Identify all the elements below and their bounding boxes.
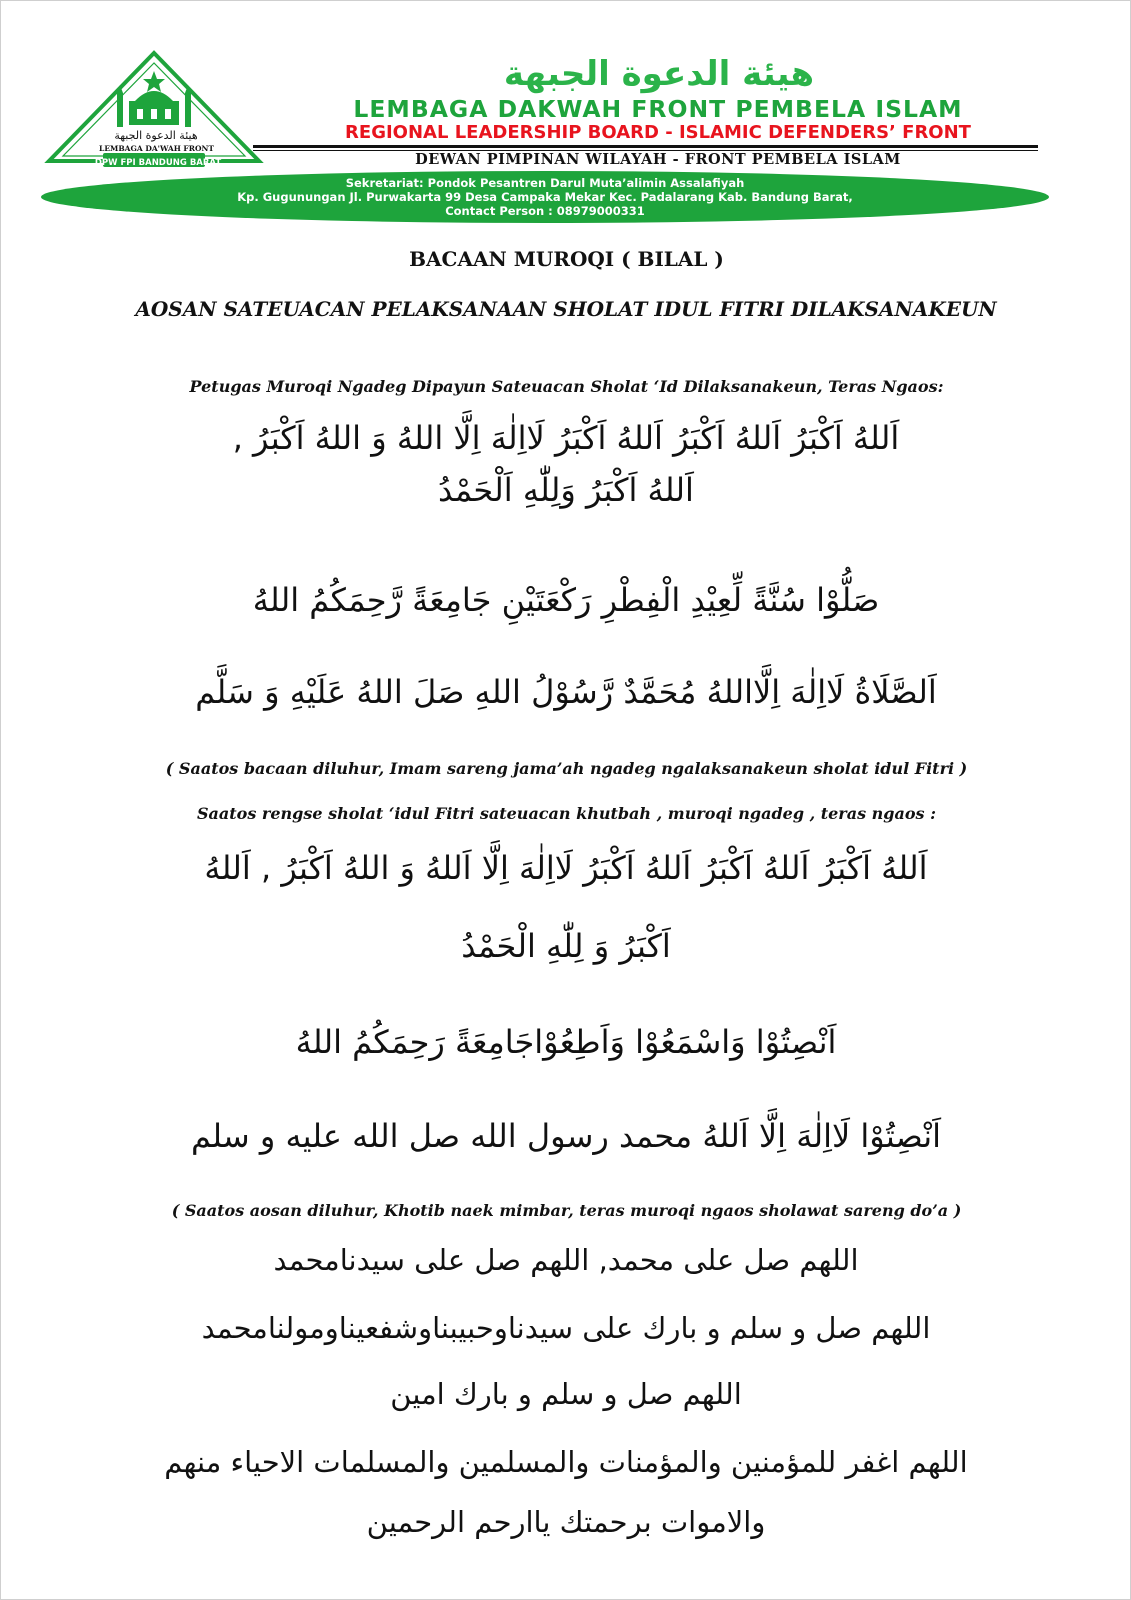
sholawat-2: اللهم صل و سلم و بارك على سيدناوحبيبناوشفعيناومولنامحمد [201,1311,931,1345]
logo-arabic-name: هيئة الدعوة الجبهة [114,129,198,142]
header-rule [253,145,1038,148]
document-title: BACAAN MUROQI ( BILAL ) [409,247,724,271]
doa-line-1: اللهم اغفر للمؤمنين والمؤمنات والمسلمين والمسلمات الاحياء منهم [164,1445,968,1479]
logo-dpw-label: DPW FPI BANDUNG BARAT [94,158,222,168]
document-subtitle: AOSAN SATEUACAN PELAKSANAAN SHOLAT IDUL FITRI DILAKSANAKEUN [135,297,997,321]
takbir-2-line-1: اَللهُ اَكْبَرُ اَللهُ اَكْبَرُ اَللهُ اَكْبَرُ لَااِلٰهَ اِلَّا اَللهُ وَ اللهُ اَكْبَرُ , اَللهُ [204,849,928,887]
doa-line-2: والاموات برحمتك ياارحم الرحمين [366,1505,766,1539]
note-1: ( Saatos bacaan diluhur, Imam sareng jama’ah ngadeg ngalaksanakeun sholat idul Fitri ) [165,759,968,778]
takbir-1-line-2: اَللهُ اَكْبَرُ وَلِلّٰهِ اَلْحَمْدُ [438,471,694,509]
shahada-1: اَلصَّلَاةُ لَااِلٰهَ اِلَّااللهُ مُحَمَّدٌ رَّسُوْلُ اللهِ صَلَ اللهُ عَلَيْهِ وَ سَلَّم [195,673,937,711]
org-title: LEMBAGA DAKWAH FRONT PEMBELA ISLAM [353,95,963,123]
instruction-1: Petugas Muroqi Ngadeg Dipayun Sateuacan Sholat ‘Id Dilaksanakeun, Teras Ngaos: [189,377,944,396]
contact-text: Contact Person : 08979000331 [445,204,645,218]
note-2: ( Saatos aosan diluhur, Khotib naek mimbar, teras muroqi ngaos sholawat sareng do’a ) [171,1201,962,1220]
takbir-1-line-1: اَللهُ اَكْبَرُ اَللهُ اَكْبَرُ اَللهُ اَكْبَرُ لَااِلٰهَ اِلَّا اللهُ وَ اللهُ اَكْبَرُ , [232,419,900,457]
letterhead [1,1,1131,231]
org-dewan: DEWAN PIMPINAN WILAYAH - FRONT PEMBELA ISLAM [415,151,901,168]
logo-org-name: LEMBAGA DA'WAH FRONT [99,144,214,153]
sholawat-1: اللهم صل على محمد, اللهم صل على سيدنامحمد [273,1243,859,1277]
sholawat-3: اللهم صل و سلم و بارك امين [390,1377,742,1411]
salat-call: صَلُّوْا سُنَّةً لِّعِيْدِ الْفِطْرِ رَكْعَتَيْنِ جَامِعَةً رَّحِمَكُمُ اللهُ [252,581,880,619]
instruction-2: Saatos rengse sholat ‘idul Fitri sateuacan khutbah , muroqi ngadeg , teras ngaos : [197,804,936,823]
shahada-2: اَنْصِتُوْا لَااِلٰهَ اِلَّا اَللهُ محمد رسول الله صل الله عليه و سلم [190,1117,942,1155]
address-text: Kp. Gugunungan Jl. Purwakarta 99 Desa Campaka Mekar Kec. Padalarang Kab. Bandung Barat, [237,190,853,204]
takbir-2-line-2: اَكْبَرُ وَ لِلّٰهِ الْحَمْدُ [461,927,671,965]
secretariat-text: Sekretariat: Pondok Pesantren Darul Muta’alimin Assalafiyah [345,176,745,190]
insitu-call: اَنْصِتُوْا وَاسْمَعُوْا وَاَطِعُوْاجَامِعَةً رَحِمَكُمُ اللهُ [295,1023,837,1061]
org-subtitle: REGIONAL LEADERSHIP BOARD - ISLAMIC DEFENDERS’ FRONT [345,122,971,143]
org-arabic-name: هيئة الدعوة الجبهة [503,54,815,94]
address-block [41,176,1049,218]
